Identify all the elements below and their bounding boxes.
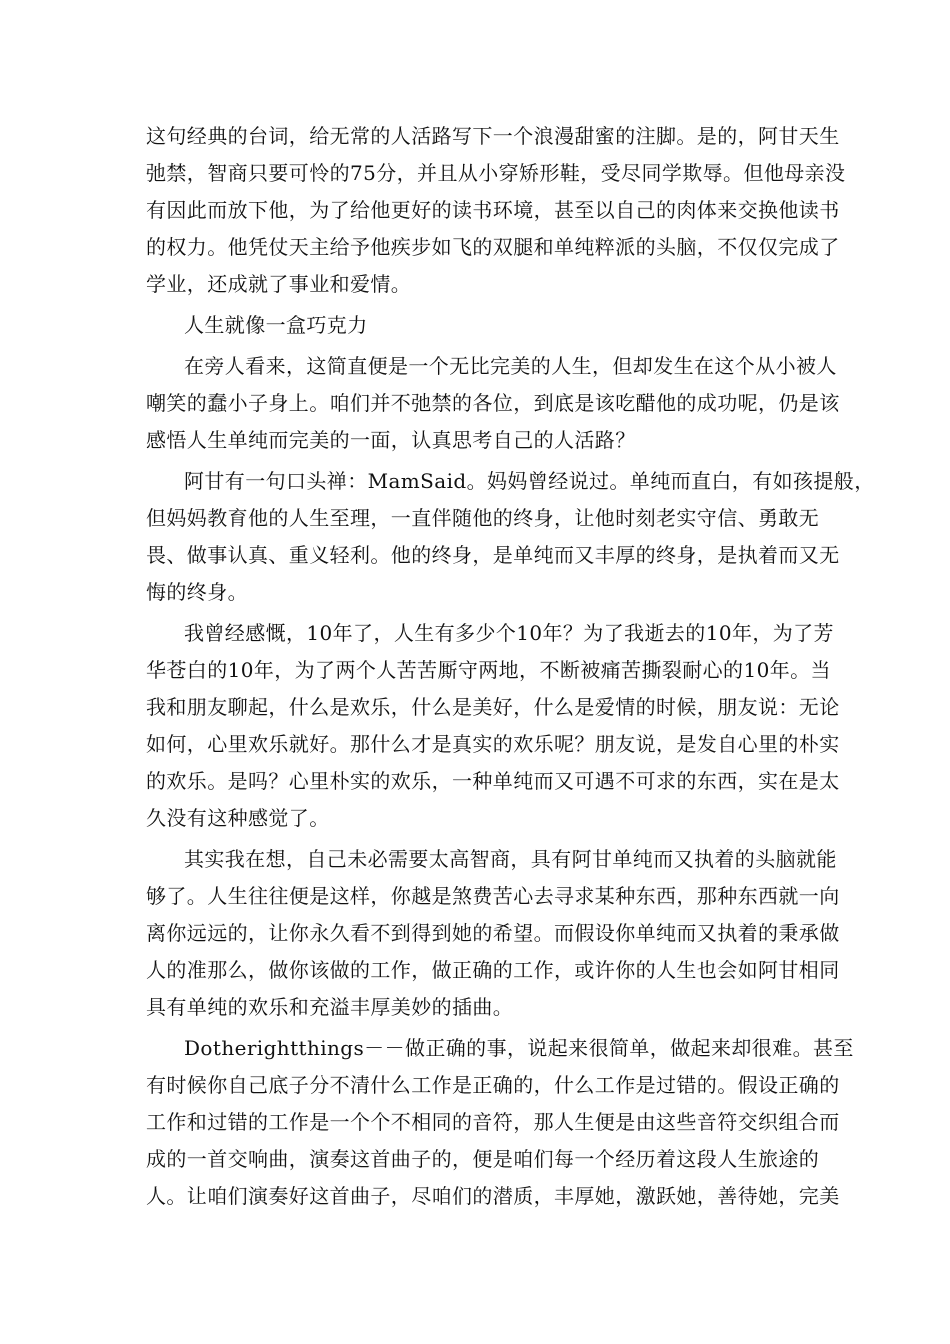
paragraph bbox=[146, 1030, 854, 1215]
text-line: 具有单纯的欢乐和充溢丰厚美妙的插曲。 bbox=[146, 995, 514, 1019]
text-line: 人生就像一盒巧克力 bbox=[184, 313, 368, 337]
text-line: 华苍白的10年，为了两个人苦苦厮守两地，不断被痛苦撕裂耐心的10年。当 bbox=[146, 658, 831, 682]
text-line: 畏、做事认真、重义轻利。他的终身，是单纯而又丰厚的终身，是执着而又无 bbox=[146, 543, 840, 567]
text-line: 离你远远的，让你永久看不到得到她的希望。而假设你单纯而又执着的秉承做 bbox=[146, 921, 840, 945]
text-line: 成的一首交响曲，演奏这首曲子的，便是咱们每一个经历着这段人生旅途的 bbox=[146, 1147, 820, 1171]
text-line: 有因此而放下他，为了给他更好的读书环境，甚至以自己的肉体来交换他读书 bbox=[146, 198, 840, 222]
text-line: 但妈妈教育他的人生至理，一直伴随他的终身，让他时刻老实守信、勇敢无 bbox=[146, 506, 820, 530]
paragraph bbox=[146, 463, 875, 611]
text-line: 弛禁，智商只要可怜的75分，并且从小穿矫形鞋，受尽同学欺辱。但他母亲没 bbox=[146, 161, 846, 185]
paragraph bbox=[146, 118, 846, 303]
text-line: 阿甘有一句口头禅：MamSaid。妈妈曾经说过。单纯而直白，有如孩提般， bbox=[184, 469, 875, 493]
text-line: 学业，还成就了事业和爱情。 bbox=[146, 272, 412, 296]
text-line: 有时候你自己底子分不清什么工作是正确的，什么工作是过错的。假设正确的 bbox=[146, 1073, 840, 1097]
text-line: 我和朋友聊起，什么是欢乐，什么是美好，什么是爱情的时候，朋友说：无论 bbox=[146, 695, 840, 719]
text-line: 够了。人生往往便是这样，你越是煞费苦心去寻求某种东西，那种东西就一向 bbox=[146, 884, 840, 908]
text-line: 其实我在想，自己未必需要太高智商，具有阿甘单纯而又执着的头脑就能 bbox=[184, 847, 837, 871]
text-line: 人。让咱们演奏好这首曲子，尽咱们的潜质，丰厚她，激跃她，善待她，完美 bbox=[146, 1184, 840, 1208]
text-line: 在旁人看来，这简直便是一个无比完美的人生，但却发生在这个从小被人 bbox=[184, 354, 837, 378]
document-body bbox=[146, 118, 875, 1219]
text-line: 悔的终身。 bbox=[146, 580, 248, 604]
text-line: 久没有这种感觉了。 bbox=[146, 806, 330, 830]
text-line: Dotherightthings－－做正确的事，说起来很简单，做起来却很难。甚至 bbox=[184, 1036, 854, 1060]
text-line: 的欢乐。是吗？心里朴实的欢乐，一种单纯而又可遇不可求的东西，实在是太 bbox=[146, 769, 840, 793]
text-line: 如何，心里欢乐就好。那什么才是真实的欢乐呢？朋友说，是发自心里的朴实 bbox=[146, 732, 840, 756]
text-line: 工作和过错的工作是一个个不相同的音符，那人生便是由这些音符交织组合而 bbox=[146, 1110, 840, 1134]
paragraph bbox=[146, 615, 840, 837]
text-line: 我曾经感慨，10年了，人生有多少个10年？为了我逝去的10年，为了芳 bbox=[184, 621, 834, 645]
section-heading bbox=[146, 307, 798, 344]
paragraph bbox=[146, 348, 840, 459]
text-line: 人的准那么，做你该做的工作，做正确的工作，或许你的人生也会如阿甘相同 bbox=[146, 958, 840, 982]
text-line: 感悟人生单纯而完美的一面，认真思考自己的人活路？ bbox=[146, 428, 636, 452]
text-line: 的权力。他凭仗天主给予他疾步如飞的双腿和单纯粹派的头脑，不仅仅完成了 bbox=[146, 235, 840, 259]
text-line: 这句经典的台词，给无常的人活路写下一个浪漫甜蜜的注脚。是的，阿甘天生 bbox=[146, 124, 840, 148]
paragraph bbox=[146, 841, 840, 1026]
text-line: 嘲笑的蠢小子身上。咱们并不弛禁的各位，到底是该吃醋他的成功呢，仍是该 bbox=[146, 391, 840, 415]
